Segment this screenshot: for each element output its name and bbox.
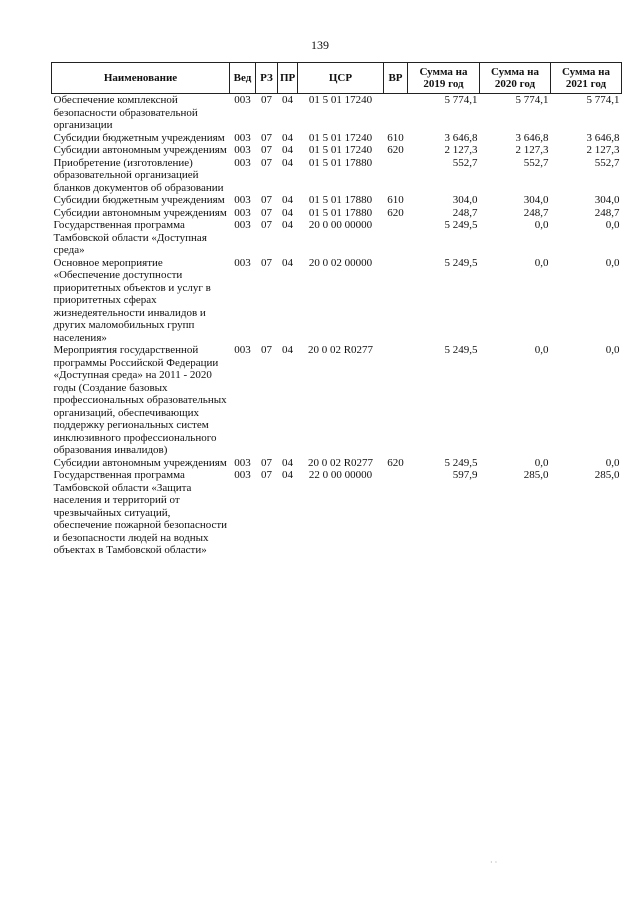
row-csr: 01 5 01 17240 bbox=[308, 131, 373, 144]
row-rz: 07 bbox=[261, 156, 272, 169]
row-ved: 003 bbox=[234, 469, 251, 481]
row-rz: 07 bbox=[261, 469, 272, 481]
header-csr: ЦСР bbox=[298, 63, 384, 94]
table-row bbox=[52, 457, 622, 470]
row-rz: 07 bbox=[261, 194, 272, 206]
row-pr: 04 bbox=[282, 344, 293, 356]
table-row bbox=[52, 469, 622, 557]
table-row bbox=[52, 257, 622, 345]
row-ved: 003 bbox=[234, 219, 251, 231]
row-csr: 20 0 00 00000 bbox=[308, 219, 373, 231]
row-sum-2021: 5 774,1 bbox=[586, 94, 620, 106]
row-pr: 04 bbox=[282, 456, 293, 469]
row-vr: 610 bbox=[387, 194, 404, 206]
row-vr: 610 bbox=[387, 131, 404, 144]
row-vr bbox=[384, 469, 408, 557]
table-header-row bbox=[52, 63, 622, 94]
row-rz: 07 bbox=[261, 131, 272, 144]
row-sum-2020: 285,0 bbox=[523, 469, 549, 481]
row-pr: 04 bbox=[282, 206, 293, 219]
row-ved: 003 bbox=[234, 194, 251, 206]
row-sum-2021: 0,0 bbox=[605, 219, 620, 231]
row-ved: 003 bbox=[234, 344, 251, 356]
row-ved: 003 bbox=[234, 131, 251, 144]
row-sum-2020: 0,0 bbox=[534, 456, 549, 469]
row-sum-2021: 3 646,8 bbox=[586, 131, 620, 144]
row-vr bbox=[384, 157, 408, 195]
table-row bbox=[52, 194, 622, 207]
row-pr: 04 bbox=[282, 156, 293, 169]
row-pr: 04 bbox=[282, 219, 293, 231]
scan-mark: · · bbox=[490, 858, 498, 867]
row-sum-2019: 5 249,5 bbox=[444, 344, 478, 356]
row-sum-2021: 0,0 bbox=[605, 256, 620, 269]
row-sum-2020: 0,0 bbox=[534, 219, 549, 231]
row-pr: 04 bbox=[282, 144, 293, 156]
row-ved: 003 bbox=[234, 94, 251, 106]
table-row bbox=[52, 344, 622, 457]
row-rz: 07 bbox=[261, 256, 272, 269]
row-sum-2020: 3 646,8 bbox=[515, 131, 549, 144]
row-ved: 003 bbox=[234, 156, 251, 169]
row-sum-2019: 5 774,1 bbox=[444, 94, 478, 106]
header-rz: РЗ bbox=[256, 63, 278, 94]
row-csr: 20 0 02 R0277 bbox=[307, 344, 374, 356]
header-sum-2019: Сумма на 2019 год bbox=[408, 63, 480, 94]
table-row bbox=[52, 157, 622, 195]
row-sum-2021: 0,0 bbox=[605, 456, 620, 469]
row-rz: 07 bbox=[261, 94, 272, 106]
row-sum-2020: 248,7 bbox=[523, 206, 549, 219]
table-row bbox=[52, 94, 622, 132]
row-csr: 01 5 01 17880 bbox=[308, 206, 373, 219]
page-number: 139 bbox=[311, 38, 329, 52]
row-pr: 04 bbox=[282, 469, 293, 481]
row-sum-2021: 552,7 bbox=[594, 156, 620, 169]
row-vr bbox=[384, 257, 408, 345]
row-sum-2020: 0,0 bbox=[534, 344, 549, 356]
row-sum-2019: 5 249,5 bbox=[444, 256, 478, 269]
table-row bbox=[52, 144, 622, 157]
budget-table bbox=[51, 62, 622, 557]
header-vr: ВР bbox=[384, 63, 408, 94]
row-ved: 003 bbox=[234, 144, 251, 156]
row-vr bbox=[384, 94, 408, 132]
row-sum-2020: 0,0 bbox=[534, 256, 549, 269]
header-sum-2020: Сумма на 2020 год bbox=[480, 63, 551, 94]
row-csr: 01 5 01 17240 bbox=[308, 144, 373, 156]
row-sum-2020: 552,7 bbox=[523, 156, 549, 169]
row-pr: 04 bbox=[282, 131, 293, 144]
row-ved: 003 bbox=[234, 256, 251, 269]
row-sum-2019: 597,9 bbox=[452, 469, 478, 481]
row-name: Основное мероприятие «Обеспечение доступности приоритетных объектов и услуг в приоритетных сферах жизнедеятельности инвалидов и других маломобильных групп населения» bbox=[53, 256, 211, 344]
row-sum-2020: 2 127,3 bbox=[515, 144, 549, 156]
row-rz: 07 bbox=[261, 344, 272, 356]
row-name: Государственная программа Тамбовской области «Защита населения и территорий от чрезвычайных ситуаций, обеспечение пожарной безопасности и безопасности людей на водных объектах в Тамбовской области» bbox=[53, 469, 228, 556]
row-csr: 22 0 00 00000 bbox=[308, 469, 373, 481]
row-csr: 01 5 01 17880 bbox=[308, 156, 373, 169]
table-row bbox=[52, 132, 622, 145]
header-ved: Вед bbox=[230, 63, 256, 94]
row-csr: 01 5 01 17240 bbox=[308, 94, 373, 106]
row-csr: 20 0 02 R0277 bbox=[307, 456, 374, 469]
row-sum-2019: 5 249,5 bbox=[444, 219, 478, 231]
row-pr: 04 bbox=[282, 94, 293, 106]
row-csr: 20 0 02 00000 bbox=[308, 256, 373, 269]
table-row bbox=[52, 219, 622, 257]
row-name: Субсидии бюджетным учреждениям bbox=[53, 131, 225, 144]
row-vr bbox=[384, 219, 408, 257]
row-name: Субсидии автономным учреждениям bbox=[53, 206, 227, 219]
row-pr: 04 bbox=[282, 256, 293, 269]
row-rz: 07 bbox=[261, 206, 272, 219]
row-rz: 07 bbox=[261, 144, 272, 156]
row-sum-2021: 304,0 bbox=[594, 194, 620, 206]
row-sum-2021: 0,0 bbox=[605, 344, 620, 356]
row-sum-2020: 5 774,1 bbox=[515, 94, 549, 106]
row-name: Субсидии автономным учреждениям bbox=[53, 456, 227, 469]
row-sum-2019: 5 249,5 bbox=[444, 456, 478, 469]
row-ved: 003 bbox=[234, 206, 251, 219]
header-sum-2021: Сумма на 2021 год bbox=[551, 63, 622, 94]
table-row bbox=[52, 207, 622, 220]
row-sum-2021: 2 127,3 bbox=[586, 144, 620, 156]
row-vr bbox=[384, 344, 408, 457]
row-sum-2020: 304,0 bbox=[523, 194, 549, 206]
row-name: Приобретение (изготовление) образовательной организацией бланков документов об образовании bbox=[53, 156, 224, 194]
row-name: Субсидии автономным учреждениям bbox=[53, 144, 227, 156]
row-sum-2021: 285,0 bbox=[594, 469, 620, 481]
row-name: Государственная программа Тамбовской области «Доступная среда» bbox=[53, 219, 207, 256]
header-pr: ПР bbox=[278, 63, 298, 94]
row-csr: 01 5 01 17880 bbox=[308, 194, 373, 206]
row-vr: 620 bbox=[387, 206, 404, 219]
row-vr: 620 bbox=[387, 144, 404, 156]
row-rz: 07 bbox=[261, 456, 272, 469]
header-name: Наименование bbox=[52, 63, 230, 94]
row-sum-2021: 248,7 bbox=[594, 206, 620, 219]
row-sum-2019: 2 127,3 bbox=[444, 144, 478, 156]
row-pr: 04 bbox=[282, 194, 293, 206]
row-name: Субсидии бюджетным учреждениям bbox=[53, 194, 225, 206]
row-name: Мероприятия государственной программы Российской Федерации «Доступная среда» на 2011 - 2020 годы (Создание базовых профессиональных образовательных организаций, обеспечивающих поддержку региональных систем инклюзивного профессионального образования инвалидов) bbox=[53, 344, 227, 456]
row-sum-2019: 304,0 bbox=[452, 194, 478, 206]
row-name: Обеспечение комплексной безопасности образовательной организации bbox=[53, 94, 198, 131]
row-ved: 003 bbox=[234, 456, 251, 469]
row-vr: 620 bbox=[387, 456, 404, 469]
row-rz: 07 bbox=[261, 219, 272, 231]
row-sum-2019: 248,7 bbox=[452, 206, 478, 219]
row-sum-2019: 552,7 bbox=[452, 156, 478, 169]
row-sum-2019: 3 646,8 bbox=[444, 131, 478, 144]
